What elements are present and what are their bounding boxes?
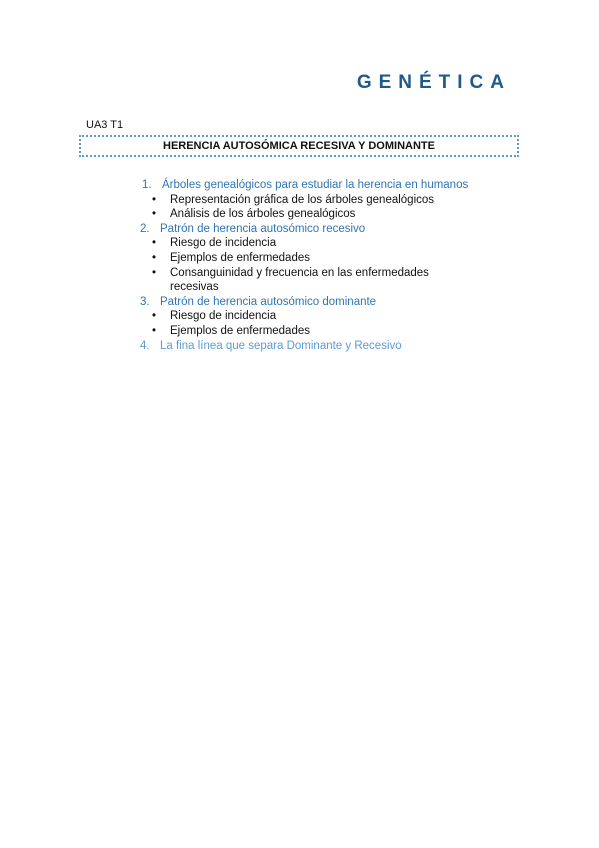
toc-section-number: 1. [142, 179, 152, 191]
table-of-contents [140, 178, 480, 353]
unit-code: UA3 T1 [86, 119, 124, 131]
toc-subsection-item[interactable]: • Representación gráfica de los árboles genealógicos [140, 193, 480, 208]
toc-section-3[interactable] [140, 295, 480, 310]
toc-subsection-item[interactable]: • Riesgo de incidencia [140, 309, 480, 324]
toc-section-2[interactable] [140, 222, 480, 237]
toc-section-title: Árboles genealógicos para estudiar la herencia en humanos [162, 179, 469, 191]
document-title: HERENCIA AUTOSÓMICA RECESIVA Y DOMINANTE [163, 140, 435, 152]
toc-subsection-item[interactable]: • Ejemplos de enfermedades [140, 324, 480, 339]
toc-subsection-item[interactable]: • Ejemplos de enfermedades [140, 251, 480, 266]
toc-subsection-item[interactable]: • Análisis de los árboles genealógicos [140, 207, 480, 222]
toc-section-4[interactable] [140, 339, 480, 354]
toc-section-title: La fina línea que separa Dominante y Recesivo [160, 339, 402, 352]
toc-subsection-item[interactable]: • Riesgo de incidencia [140, 236, 480, 251]
toc-subsection-list [140, 236, 480, 294]
page-header-title: GENÉTICA [356, 72, 511, 93]
toc-subsection-list [140, 193, 480, 222]
toc-subsection-list [140, 309, 480, 338]
toc-section-number: 4. [140, 339, 150, 352]
toc-section-title: Patrón de herencia autosómico recesivo [160, 222, 366, 235]
toc-section-number: 3. [140, 295, 150, 308]
document-title-box [79, 135, 519, 157]
toc-section-1[interactable] [140, 178, 480, 193]
toc-section-title: Patrón de herencia autosómico dominante [160, 295, 377, 308]
toc-section-number: 2. [140, 222, 150, 235]
toc-subsection-item[interactable]: • Consanguinidad y frecuencia en las enfermedades recesivas [140, 266, 480, 295]
